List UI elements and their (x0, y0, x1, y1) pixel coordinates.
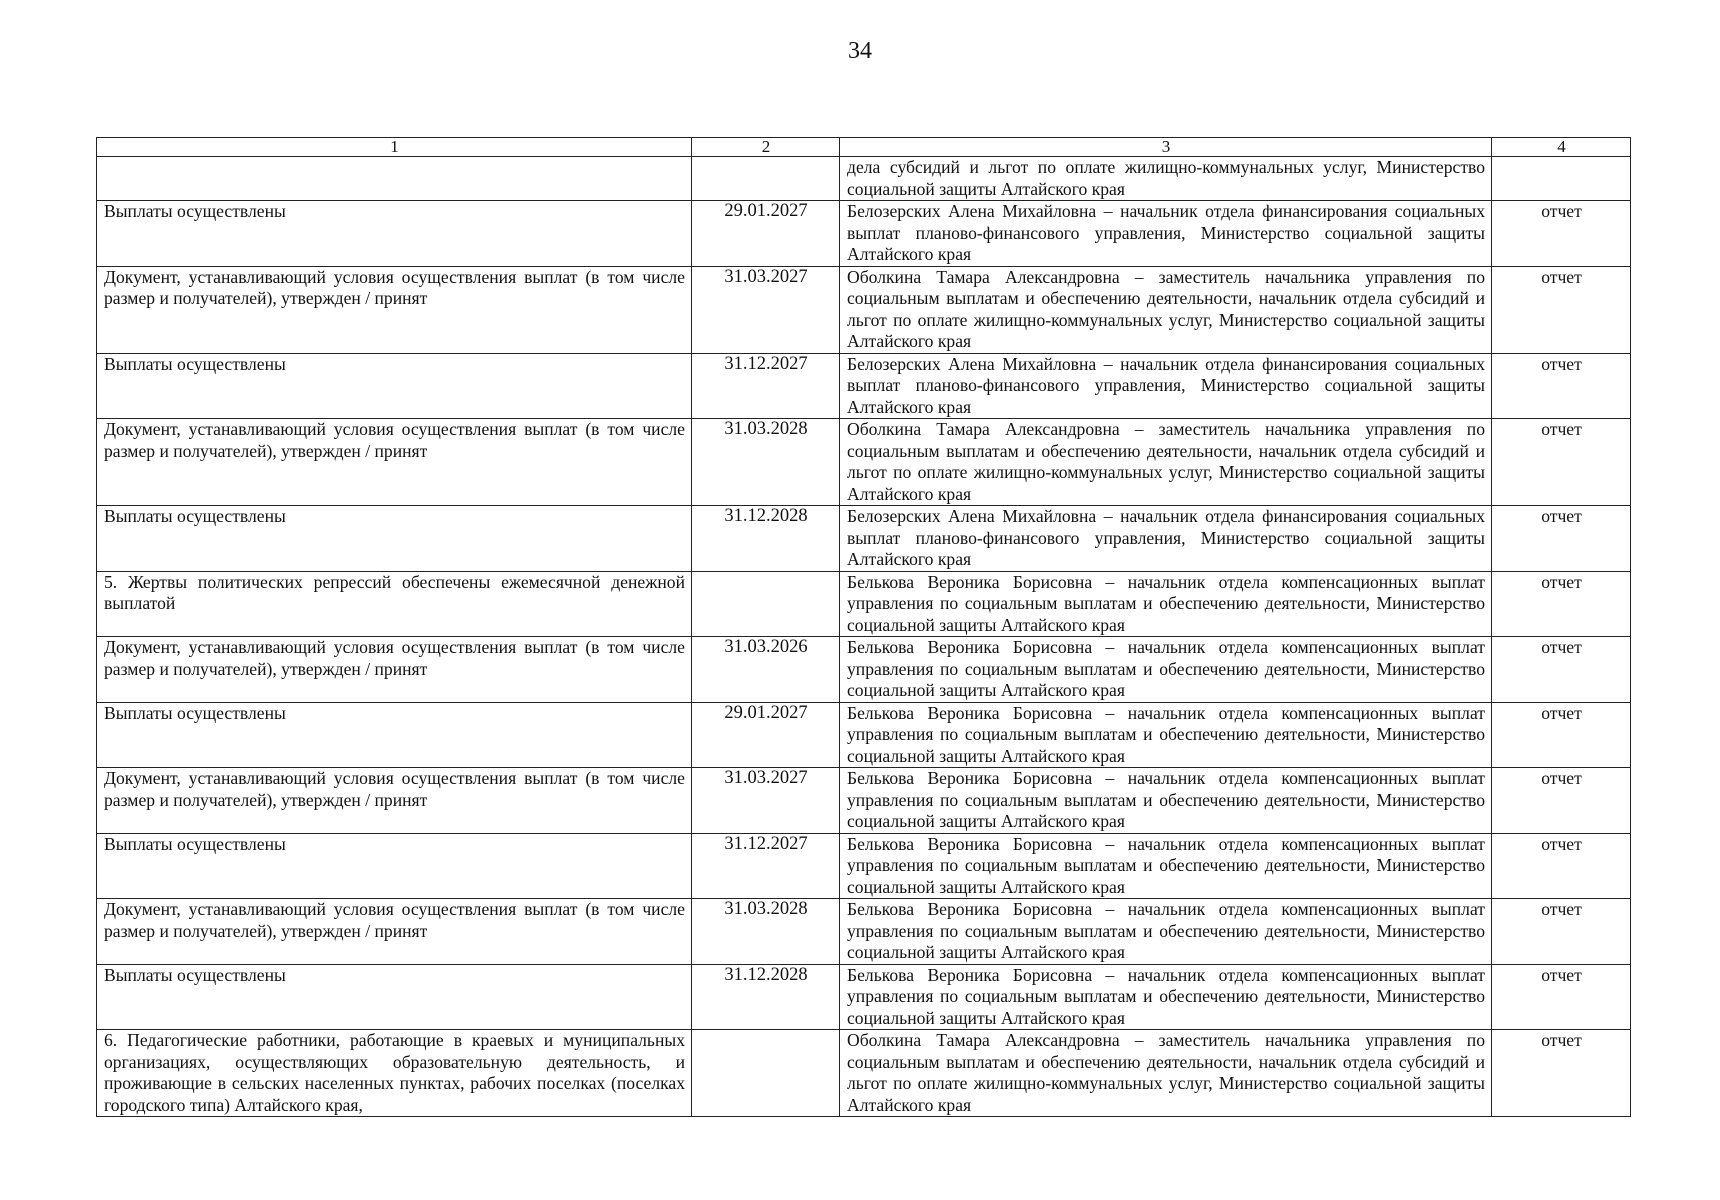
report-type-cell (1492, 157, 1631, 201)
deadline-date-cell: 31.03.2027 (692, 768, 840, 834)
report-type-cell: отчет (1492, 1030, 1631, 1117)
table-row (97, 833, 1631, 899)
report-type-cell: отчет (1492, 702, 1631, 768)
task-description-cell: Документ, устанавливающий условия осуществления выплат (в том числе размер и получателей), утвержден / принят (97, 419, 692, 506)
task-description-cell: Выплаты осуществлены (97, 201, 692, 267)
deadline-date-cell: 31.12.2028 (692, 506, 840, 572)
deadline-date-cell (692, 571, 840, 637)
task-description-cell: Документ, устанавливающий условия осуществления выплат (в том числе размер и получателей), утвержден / принят (97, 266, 692, 353)
responsible-person-cell: Белькова Вероника Борисовна – начальник отдела компенсационных выплат управления по социальным выплатам и обеспечению деятельности, Министерство социальной защиты Алтайского края (840, 571, 1492, 637)
responsible-person-cell: Белозерских Алена Михайловна – начальник отдела финансирования социальных выплат планово-финансового управления, Министерство социальной защиты Алтайского края (840, 506, 1492, 572)
task-description-cell: Выплаты осуществлены (97, 506, 692, 572)
table-row (97, 506, 1631, 572)
task-description-cell: Документ, устанавливающий условия осуществления выплат (в том числе размер и получателей), утвержден / принят (97, 768, 692, 834)
responsible-person-cell: Белькова Вероника Борисовна – начальник отдела компенсационных выплат управления по социальным выплатам и обеспечению деятельности, Министерство социальной защиты Алтайского края (840, 637, 1492, 703)
deadline-date-cell: 31.12.2027 (692, 353, 840, 419)
table-row (97, 899, 1631, 965)
table-header-row (97, 138, 1631, 157)
task-description-cell: Выплаты осуществлены (97, 702, 692, 768)
deadline-date-cell: 29.01.2027 (692, 201, 840, 267)
report-type-cell: отчет (1492, 571, 1631, 637)
deadline-date-cell: 31.03.2026 (692, 637, 840, 703)
schedule-table (96, 137, 1631, 1117)
responsible-person-cell: дела субсидий и льгот по оплате жилищно-коммунальных услуг, Министерство социальной защиты Алтайского края (840, 157, 1492, 201)
report-type-cell: отчет (1492, 506, 1631, 572)
deadline-date-cell (692, 1030, 840, 1117)
table-row (97, 201, 1631, 267)
report-type-cell: отчет (1492, 899, 1631, 965)
report-type-cell: отчет (1492, 201, 1631, 267)
column-header: 3 (840, 138, 1492, 157)
table-row (97, 1030, 1631, 1117)
task-description-cell: 5. Жертвы политических репрессий обеспечены ежемесячной денежной выплатой (97, 571, 692, 637)
responsible-person-cell: Белькова Вероника Борисовна – начальник отдела компенсационных выплат управления по социальным выплатам и обеспечению деятельности, Министерство социальной защиты Алтайского края (840, 768, 1492, 834)
report-type-cell: отчет (1492, 964, 1631, 1030)
responsible-person-cell: Белькова Вероника Борисовна – начальник отдела компенсационных выплат управления по социальным выплатам и обеспечению деятельности, Министерство социальной защиты Алтайского края (840, 964, 1492, 1030)
responsible-person-cell: Белькова Вероника Борисовна – начальник отдела компенсационных выплат управления по социальным выплатам и обеспечению деятельности, Министерство социальной защиты Алтайского края (840, 702, 1492, 768)
report-type-cell: отчет (1492, 266, 1631, 353)
table-row (97, 157, 1631, 201)
table-row (97, 637, 1631, 703)
responsible-person-cell: Оболкина Тамара Александровна – заместитель начальника управления по социальным выплатам и обеспечению деятельности, начальник отдела субсидий и льгот по оплате жилищно-коммунальных услуг, Министерство социальной защиты Алтайского края (840, 266, 1492, 353)
table-row (97, 768, 1631, 834)
column-header: 2 (692, 138, 840, 157)
responsible-person-cell: Оболкина Тамара Александровна – заместитель начальника управления по социальным выплатам и обеспечению деятельности, начальник отдела субсидий и льгот по оплате жилищно-коммунальных услуг, Министерство социальной защиты Алтайского края (840, 1030, 1492, 1117)
report-type-cell: отчет (1492, 419, 1631, 506)
responsible-person-cell: Оболкина Тамара Александровна – заместитель начальника управления по социальным выплатам и обеспечению деятельности, начальник отдела субсидий и льгот по оплате жилищно-коммунальных услуг, Министерство социальной защиты Алтайского края (840, 419, 1492, 506)
deadline-date-cell: 31.03.2027 (692, 266, 840, 353)
report-type-cell: отчет (1492, 768, 1631, 834)
deadline-date-cell (692, 157, 840, 201)
task-description-cell (97, 157, 692, 201)
task-description-cell: 6. Педагогические работники, работающие в краевых и муниципальных организациях, осуществляющих образовательную деятельность, и проживающие в сельских населенных пунктах, рабочих поселках (поселках городского типа) Алтайского края, (97, 1030, 692, 1117)
task-description-cell: Выплаты осуществлены (97, 833, 692, 899)
responsible-person-cell: Белькова Вероника Борисовна – начальник отдела компенсационных выплат управления по социальным выплатам и обеспечению деятельности, Министерство социальной защиты Алтайского края (840, 833, 1492, 899)
task-description-cell: Документ, устанавливающий условия осуществления выплат (в том числе размер и получателей), утвержден / принят (97, 637, 692, 703)
table-row (97, 353, 1631, 419)
page-number: 34 (848, 38, 872, 64)
deadline-date-cell: 31.03.2028 (692, 899, 840, 965)
deadline-date-cell: 31.03.2028 (692, 419, 840, 506)
table-row (97, 702, 1631, 768)
task-description-cell: Документ, устанавливающий условия осуществления выплат (в том числе размер и получателей), утвержден / принят (97, 899, 692, 965)
report-type-cell: отчет (1492, 833, 1631, 899)
task-description-cell: Выплаты осуществлены (97, 353, 692, 419)
deadline-date-cell: 31.12.2028 (692, 964, 840, 1030)
task-description-cell: Выплаты осуществлены (97, 964, 692, 1030)
report-type-cell: отчет (1492, 637, 1631, 703)
responsible-person-cell: Белькова Вероника Борисовна – начальник отдела компенсационных выплат управления по социальным выплатам и обеспечению деятельности, Министерство социальной защиты Алтайского края (840, 899, 1492, 965)
table-row (97, 419, 1631, 506)
responsible-person-cell: Белозерских Алена Михайловна – начальник отдела финансирования социальных выплат планово-финансового управления, Министерство социальной защиты Алтайского края (840, 201, 1492, 267)
responsible-person-cell: Белозерских Алена Михайловна – начальник отдела финансирования социальных выплат планово-финансового управления, Министерство социальной защиты Алтайского края (840, 353, 1492, 419)
column-header: 4 (1492, 138, 1631, 157)
table-row (97, 266, 1631, 353)
table-body (97, 157, 1631, 1117)
column-header: 1 (97, 138, 692, 157)
deadline-date-cell: 29.01.2027 (692, 702, 840, 768)
deadline-date-cell: 31.12.2027 (692, 833, 840, 899)
report-type-cell: отчет (1492, 353, 1631, 419)
table-row (97, 964, 1631, 1030)
table-row (97, 571, 1631, 637)
